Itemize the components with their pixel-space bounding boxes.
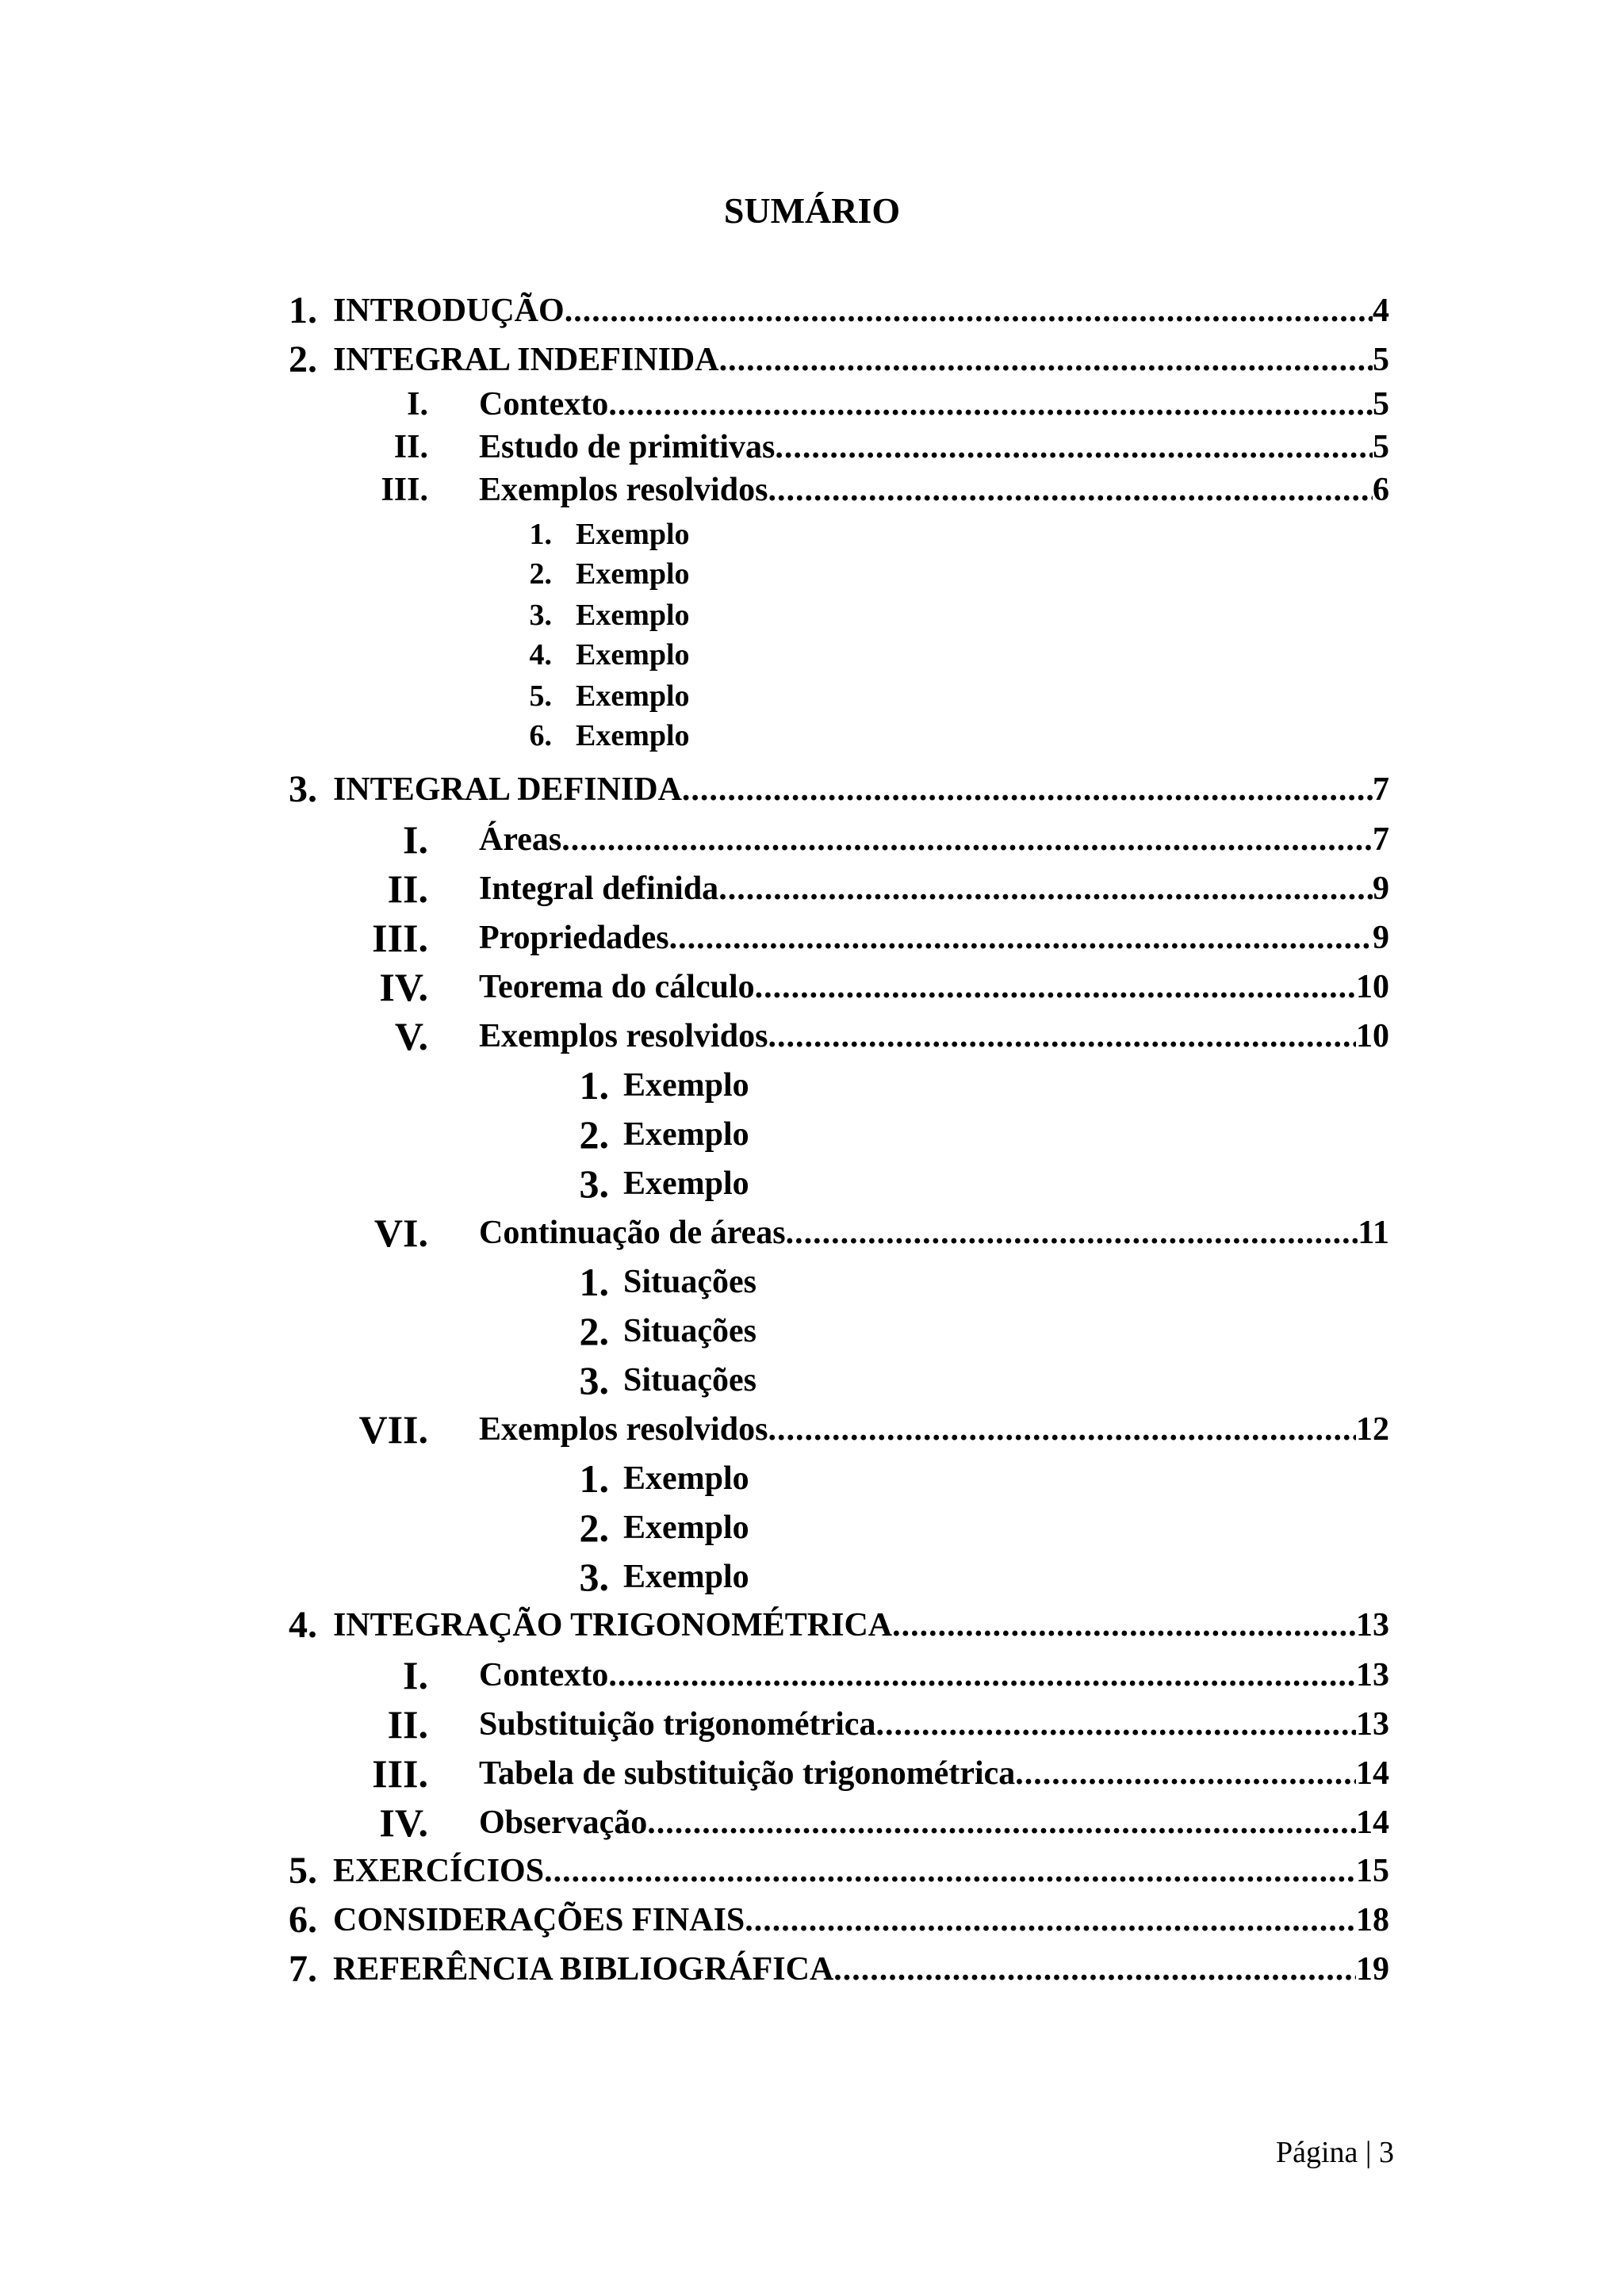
toc-entry	[0, 1946, 1624, 1993]
toc-entry-number: VII.	[358, 1407, 428, 1452]
toc-entry-number: 6.	[289, 1899, 317, 1941]
toc-entry-line	[479, 384, 1389, 426]
toc-entry-line	[576, 717, 690, 755]
toc-entry-title: Exemplo	[623, 1559, 749, 1595]
toc-entry-number: 5.	[529, 679, 552, 713]
toc-entry	[0, 596, 1624, 634]
toc-dot-leader	[768, 1012, 1356, 1062]
toc-dot-leader	[775, 427, 1373, 469]
toc-entry	[0, 1061, 1624, 1111]
toc-dot-leader	[833, 1946, 1356, 1993]
toc-entry-title: Contexto	[479, 386, 609, 423]
toc-dot-leader	[682, 766, 1373, 813]
toc-page-number: 5	[1373, 342, 1389, 378]
toc-dot-leader	[608, 1651, 1356, 1701]
toc-page-number: 14	[1356, 1804, 1389, 1841]
toc-entry	[0, 515, 1624, 553]
toc-entry-title: Exemplos resolvidos	[479, 472, 768, 508]
toc-entry-number: I.	[407, 386, 428, 423]
toc-entry-title: Exemplo	[576, 599, 690, 632]
toc-dot-leader	[561, 815, 1373, 865]
toc-entry-line	[623, 1159, 749, 1209]
toc-entry-line	[333, 1601, 1389, 1649]
toc-entry	[0, 1208, 1624, 1258]
toc-entry-line	[333, 336, 1389, 384]
toc-entry-number: 2.	[289, 339, 317, 381]
toc-entry-title: Exemplos resolvidos	[479, 1018, 768, 1054]
toc-entry-line	[576, 677, 690, 715]
toc-entry-line	[479, 469, 1389, 511]
toc-page-number: 12	[1356, 1411, 1389, 1448]
toc-entry-number: IV.	[379, 1800, 428, 1845]
toc-dot-leader	[719, 336, 1373, 384]
toc-page-number: 15	[1356, 1853, 1389, 1889]
toc-entry-title: Propriedades	[479, 920, 669, 956]
toc-entry-number: 3.	[579, 1358, 609, 1402]
toc-dot-leader	[608, 384, 1373, 426]
toc-entry-line	[576, 596, 690, 634]
toc-entry-title: EXERCÍCIOS	[333, 1853, 545, 1889]
toc-entry-title: Exemplo	[576, 638, 690, 672]
toc-entry-title: CONSIDERAÇÕES FINAIS	[333, 1902, 745, 1938]
toc-entry-line	[479, 1798, 1389, 1848]
toc-entry-line	[623, 1356, 756, 1406]
toc-entry-title: Exemplo	[576, 518, 690, 551]
toc-entry-line	[479, 1651, 1389, 1701]
toc-page-number: 7	[1373, 771, 1389, 808]
toc-entry	[0, 636, 1624, 674]
toc-page-number: 6	[1373, 472, 1389, 508]
toc-entry-number: 4.	[529, 638, 552, 672]
toc-entry	[0, 815, 1624, 865]
toc-entry-line	[623, 1257, 756, 1307]
toc-entry-title: Exemplo	[576, 557, 690, 591]
toc-entry-number: 3.	[579, 1555, 609, 1599]
toc-entry-line	[479, 1208, 1389, 1258]
toc-entry-title: Exemplos resolvidos	[479, 1411, 768, 1448]
toc-entry-title: Situações	[623, 1362, 756, 1399]
toc-page-number: 13	[1356, 1706, 1389, 1743]
toc-dot-leader	[1015, 1749, 1356, 1799]
toc-entry-number: I.	[403, 1653, 428, 1697]
toc-entry-number: VI.	[373, 1211, 428, 1255]
toc-entry-number: III.	[381, 472, 428, 508]
toc-entry-number: III.	[372, 1751, 428, 1796]
toc-entry-number: 2.	[579, 1112, 609, 1157]
toc-dot-leader	[544, 1847, 1356, 1895]
toc-entry-title: Exemplo	[576, 679, 690, 713]
toc-dot-leader	[718, 864, 1373, 914]
toc-entry	[0, 1454, 1624, 1504]
toc-entry	[0, 766, 1624, 813]
toc-entry-line	[623, 1503, 749, 1553]
toc-entry-line	[623, 1552, 749, 1602]
toc-entry-number: II.	[393, 429, 428, 465]
toc-entry-number: 2.	[579, 1506, 609, 1550]
toc-entry	[0, 469, 1624, 511]
toc-entry-number: 3.	[289, 768, 317, 810]
toc-entry-title: Contexto	[479, 1657, 609, 1693]
toc-page-number: 5	[1373, 429, 1389, 465]
toc-entry-number: II.	[387, 1702, 428, 1747]
toc-entry-line	[479, 962, 1389, 1012]
toc-entry-number: 3.	[529, 599, 552, 632]
toc-entry-line	[479, 1012, 1389, 1062]
toc-dot-leader	[768, 1405, 1356, 1455]
toc-entry-title: INTEGRAL DEFINIDA	[333, 771, 682, 808]
toc-entry-number: 2.	[529, 557, 552, 591]
toc-entry-line	[623, 1110, 749, 1160]
toc-entry-line	[479, 1749, 1389, 1799]
toc-entry	[0, 864, 1624, 914]
toc-entry-number: 1.	[529, 518, 552, 551]
toc-page-number: 5	[1373, 386, 1389, 423]
toc-entry	[0, 555, 1624, 593]
toc-entry-number: III.	[372, 916, 428, 960]
toc-entry	[0, 287, 1624, 335]
toc-entry-line	[479, 1405, 1389, 1455]
toc-page-number: 9	[1373, 920, 1389, 956]
toc-entry-title: Exemplo	[576, 719, 690, 752]
toc-entry-number: 7.	[289, 1948, 317, 1990]
toc-entry-line	[333, 1896, 1389, 1944]
toc-entry	[0, 1012, 1624, 1062]
toc-page-number: 13	[1356, 1657, 1389, 1693]
toc-entry-title: Tabela de substituição trigonométrica	[479, 1755, 1016, 1792]
toc-entry-line	[623, 1307, 756, 1357]
toc-entry	[0, 913, 1624, 963]
toc-entry	[0, 1159, 1624, 1209]
toc-entry-line	[479, 864, 1389, 914]
toc-page-number: 10	[1356, 1018, 1389, 1054]
toc-entry-number: 1.	[579, 1063, 609, 1108]
toc-entry-line	[479, 815, 1389, 865]
toc-entry	[0, 962, 1624, 1012]
toc-page-number: 14	[1356, 1755, 1389, 1792]
toc-dot-leader	[892, 1601, 1356, 1649]
toc-page-number: 18	[1356, 1902, 1389, 1938]
toc-dot-leader	[786, 1208, 1358, 1258]
toc-entry	[0, 384, 1624, 426]
toc-entry-line	[479, 913, 1389, 963]
toc-entry-line	[333, 287, 1389, 335]
toc-entry-number: 1.	[579, 1456, 609, 1501]
toc-page-number: 4	[1373, 293, 1389, 329]
toc-entry-number: 3.	[579, 1161, 609, 1206]
toc-entry-line	[576, 636, 690, 674]
toc-entry-title: Estudo de primitivas	[479, 429, 776, 465]
toc-dot-leader	[768, 469, 1373, 511]
toc-entry-line	[576, 515, 690, 553]
toc-entry-title: REFERÊNCIA BIBLIOGRÁFICA	[333, 1951, 834, 1988]
toc-entry	[0, 1552, 1624, 1602]
toc-entry-line	[333, 1847, 1389, 1895]
toc-entry-number: 6.	[529, 719, 552, 752]
toc-entry-title: Substituição trigonométrica	[479, 1706, 876, 1743]
toc-entry-number: 4.	[289, 1604, 317, 1646]
toc-entry-title: Integral definida	[479, 871, 719, 907]
toc-entry	[0, 1307, 1624, 1357]
toc-entry-number: II.	[387, 867, 428, 911]
toc-entry-title: INTRODUÇÃO	[333, 293, 565, 329]
toc-page-number: 13	[1356, 1607, 1389, 1644]
toc-entry-line	[623, 1454, 749, 1504]
toc-entry-title: Teorema do cálculo	[479, 969, 755, 1005]
toc-entry-title: Continuação de áreas	[479, 1215, 786, 1251]
toc-entry	[0, 336, 1624, 384]
toc-entry-number: 5.	[289, 1850, 317, 1892]
toc-page-number: 19	[1356, 1951, 1389, 1988]
toc-page-number: 7	[1373, 821, 1389, 858]
toc-entry-title: Situações	[623, 1313, 756, 1349]
toc-entry-title: Situações	[623, 1264, 756, 1300]
toc-dot-leader	[875, 1700, 1356, 1750]
toc-entry	[0, 1798, 1624, 1848]
toc-entry-line	[333, 1946, 1389, 1993]
toc-entry	[0, 677, 1624, 715]
toc-entry	[0, 1896, 1624, 1944]
toc-entry-title: Observação	[479, 1804, 648, 1841]
toc-page-number: 9	[1373, 871, 1389, 907]
toc-entry	[0, 1356, 1624, 1406]
toc-dot-leader	[565, 287, 1373, 335]
toc-entry-number: 1.	[289, 289, 317, 331]
toc-entry-title: Exemplo	[623, 1165, 749, 1202]
toc-entry	[0, 1110, 1624, 1160]
toc-entry-line	[333, 766, 1389, 813]
toc-dot-leader	[755, 962, 1356, 1012]
toc-entry-number: 2.	[579, 1309, 609, 1353]
toc-dot-leader	[647, 1798, 1356, 1848]
toc-entry	[0, 717, 1624, 755]
toc-dot-leader	[669, 913, 1373, 963]
toc-entry	[0, 1601, 1624, 1649]
toc-entry-title: Áreas	[479, 821, 562, 858]
toc-entry-line	[623, 1061, 749, 1111]
page-number-footer: Página | 3	[1275, 2136, 1394, 2169]
toc-entry-number: V.	[394, 1014, 428, 1058]
toc-entry	[0, 1503, 1624, 1553]
toc-entry-number: IV.	[379, 965, 428, 1009]
toc-entry-title: Exemplo	[623, 1067, 749, 1104]
toc-entry-title: Exemplo	[623, 1510, 749, 1546]
toc-entry-title: Exemplo	[623, 1116, 749, 1153]
toc-entry-line	[479, 427, 1389, 469]
toc-entry	[0, 427, 1624, 469]
toc-entry	[0, 1847, 1624, 1895]
page-title: SUMÁRIO	[723, 190, 901, 231]
toc-entry-title: Exemplo	[623, 1460, 749, 1497]
toc-entry-line	[576, 555, 690, 593]
toc-entry-line	[479, 1700, 1389, 1750]
toc-entry-number: I.	[403, 817, 428, 862]
toc-entry-number: 1.	[579, 1260, 609, 1304]
toc-dot-leader	[745, 1896, 1356, 1944]
toc-entry-title: INTEGRAL INDEFINIDA	[333, 342, 719, 378]
toc-entry	[0, 1651, 1624, 1701]
toc-entry	[0, 1405, 1624, 1455]
toc-entry-title: INTEGRAÇÃO TRIGONOMÉTRICA	[333, 1607, 893, 1644]
toc-entry	[0, 1700, 1624, 1750]
toc-entry	[0, 1749, 1624, 1799]
toc-page-number: 10	[1356, 969, 1389, 1005]
toc-entry	[0, 1257, 1624, 1307]
toc-page-number: 11	[1358, 1215, 1389, 1251]
